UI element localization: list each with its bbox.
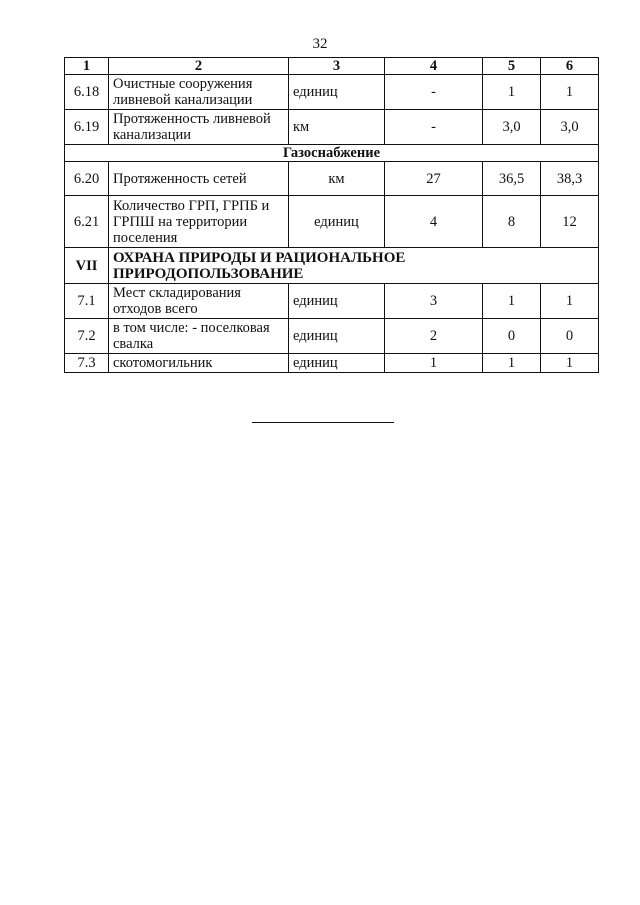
row-value-5: 0 [483,319,541,354]
row-value-4: 27 [385,162,483,196]
row-value-4: - [385,75,483,110]
row-value-5: 3,0 [483,110,541,145]
row-value-4: 1 [385,354,483,373]
row-value-6: 1 [541,75,599,110]
row-value-6: 38,3 [541,162,599,196]
column-header: 6 [541,58,599,75]
chapter-row [65,248,599,284]
row-unit: единиц [289,319,385,354]
row-id: 7.3 [65,354,109,373]
section-row [65,145,599,162]
row-id: 6.21 [65,196,109,248]
row-value-5: 36,5 [483,162,541,196]
table-header-row [65,58,599,75]
table-row [65,354,599,373]
row-value-6: 1 [541,284,599,319]
table-row [65,110,599,145]
row-id: 6.18 [65,75,109,110]
column-header: 2 [109,58,289,75]
column-header: 4 [385,58,483,75]
row-name: Очистные сооружения ливневой канализации [109,75,289,110]
chapter-number: VII [65,248,109,284]
row-name: Количество ГРП, ГРПБ и ГРПШ на территории поселения [109,196,289,248]
table-row [65,319,599,354]
row-value-4: - [385,110,483,145]
table-row [65,284,599,319]
table-row [65,162,599,196]
row-value-5: 1 [483,75,541,110]
chapter-title: ОХРАНА ПРИРОДЫ И РАЦИОНАЛЬНОЕ ПРИРОДОПОЛЬЗОВАНИЕ [109,248,599,284]
column-header: 3 [289,58,385,75]
row-name: Протяженность сетей [109,162,289,196]
column-header: 5 [483,58,541,75]
row-id: 6.19 [65,110,109,145]
row-value-6: 12 [541,196,599,248]
row-unit: км [289,110,385,145]
row-unit: единиц [289,354,385,373]
row-name: Мест складирования отходов всего [109,284,289,319]
column-header: 1 [65,58,109,75]
row-id: 7.1 [65,284,109,319]
indicators-table [64,57,599,373]
row-value-5: 1 [483,354,541,373]
row-unit: единиц [289,284,385,319]
row-value-6: 0 [541,319,599,354]
row-name: в том числе: - поселковая свалка [109,319,289,354]
row-name: Протяженность ливневой канализации [109,110,289,145]
row-unit: единиц [289,196,385,248]
table-row [65,196,599,248]
row-name: скотомогильник [109,354,289,373]
row-unit: км [289,162,385,196]
section-title: Газоснабжение [65,145,599,162]
row-value-5: 8 [483,196,541,248]
row-unit: единиц [289,75,385,110]
page-number: 32 [312,36,328,52]
row-id: 6.20 [65,162,109,196]
row-value-4: 2 [385,319,483,354]
row-value-4: 3 [385,284,483,319]
end-divider [252,422,394,423]
row-value-4: 4 [385,196,483,248]
row-id: 7.2 [65,319,109,354]
row-value-5: 1 [483,284,541,319]
table-row [65,75,599,110]
row-value-6: 1 [541,354,599,373]
row-value-6: 3,0 [541,110,599,145]
